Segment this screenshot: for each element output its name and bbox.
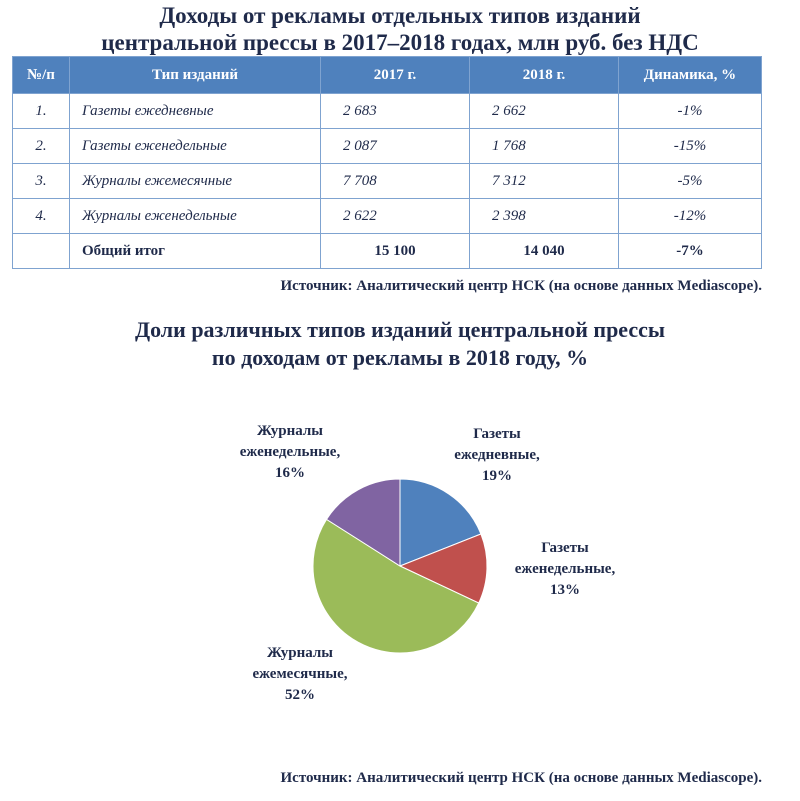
pie-label-gazety-ezhenedelnye: Газеты еженедельные, 13% (514, 540, 616, 598)
row-type: Газеты ежедневные (70, 94, 321, 129)
table-row (13, 164, 762, 199)
header-change: Динамика, % (619, 57, 762, 94)
row-2018: 2 398 (470, 199, 619, 234)
row-type: Журналы ежемесячные (70, 164, 321, 199)
row-change: -15% (619, 129, 762, 164)
total-label: Общий итог (70, 234, 321, 269)
row-type: Журналы еженедельные (70, 199, 321, 234)
header-2017: 2017 г. (321, 57, 470, 94)
header-2018: 2018 г. (470, 57, 619, 94)
row-number: 4. (13, 199, 70, 234)
total-change: -7% (619, 234, 762, 269)
table-row (13, 199, 762, 234)
row-change: -12% (619, 199, 762, 234)
row-2017: 2 087 (321, 129, 470, 164)
chart-title-line-2: по доходам от рекламы в 2018 году, % (211, 345, 589, 370)
table-row (13, 94, 762, 129)
chart-title-line-1: Доли различных типов изданий центральной прессы (134, 317, 666, 342)
row-2017: 2 683 (321, 94, 470, 129)
row-change: -5% (619, 164, 762, 199)
row-2017: 2 622 (321, 199, 470, 234)
pie-label-zhurnaly-ezhenedelnye: Журналы еженедельные, 16% (239, 423, 341, 481)
row-type: Газеты еженедельные (70, 129, 321, 164)
table-title (0, 2, 800, 56)
pie-label-gazety-ezhednevnye: Газеты ежедневные, 19% (454, 426, 540, 484)
table-total-row (13, 234, 762, 269)
chart-title (0, 316, 800, 372)
row-change: -1% (619, 94, 762, 129)
row-2018: 2 662 (470, 94, 619, 129)
row-2018: 1 768 (470, 129, 619, 164)
table-title-line-2: центральной прессы в 2017–2018 годах, млн руб. без НДС (101, 30, 699, 55)
header-number: №/п (13, 57, 70, 94)
table-source-note: Источник: Аналитический центр НСК (на основе данных Mediascope). (280, 278, 762, 294)
table-row (13, 129, 762, 164)
table-title-line-1: Доходы от рекламы отдельных типов изданий (159, 3, 641, 28)
total-2017: 15 100 (321, 234, 470, 269)
chart-source-note: Источник: Аналитический центр НСК (на основе данных Mediascope). (280, 770, 762, 786)
row-number: 2. (13, 129, 70, 164)
table-header-row (13, 57, 762, 94)
row-2018: 7 312 (470, 164, 619, 199)
row-number: 1. (13, 94, 70, 129)
row-2017: 7 708 (321, 164, 470, 199)
header-type: Тип изданий (70, 57, 321, 94)
row-number: 3. (13, 164, 70, 199)
total-2018: 14 040 (470, 234, 619, 269)
revenue-table (12, 56, 762, 269)
pie-label-zhurnaly-ezhemesyachnye: Журналы ежемесячные, 52% (252, 645, 348, 703)
pie-chart (0, 380, 800, 740)
